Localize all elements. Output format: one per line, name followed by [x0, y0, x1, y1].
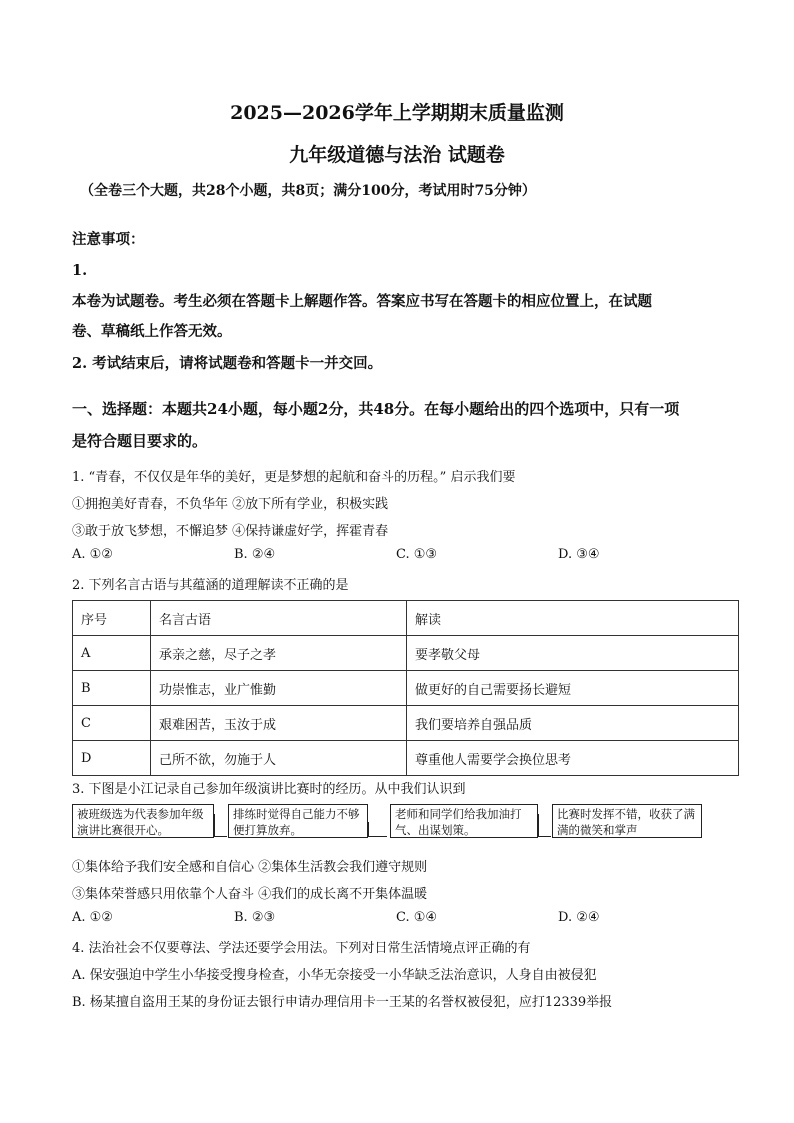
question-4-option-a: A. 保安强迫中学生小华接受搜身检查，小华无奈接受一小华缺乏法治意识，人身自由被侵犯: [72, 968, 597, 983]
flow-step-4: 比赛时发挥不错，收获了满满的微笑和掌声: [552, 804, 702, 838]
notice-item-1-line-2: 卷、草稿纸上作答无效。: [72, 323, 232, 340]
table-cell: 承亲之慈，尽子之孝: [151, 636, 407, 671]
question-3-choice-c: C. ①④: [396, 910, 438, 925]
table-cell: 己所不欲，勿施于人: [151, 741, 407, 776]
table-cell: A: [73, 636, 151, 671]
table-row: [73, 706, 739, 741]
question-4-stem: 4. 法治社会不仅要尊法、学法还要学会用法。下列对日常生活情境点评正确的有: [72, 941, 531, 956]
table-row: [73, 741, 739, 776]
question-2-table: [72, 600, 739, 776]
flow-connector-2: [368, 822, 387, 837]
notice-item-2: 2. 考试结束后，请将试题卷和答题卡一并交回。: [72, 355, 383, 372]
question-3-statements-line-2: ③集体荣誉感只用依靠个人奋斗 ④我们的成长离不开集体温暖: [72, 887, 428, 902]
exam-title: 2025—2026学年上学期期末质量监测: [230, 102, 564, 124]
table-header-cell: 名言古语: [151, 601, 407, 636]
flow-connector-1: [214, 814, 227, 837]
question-3-flow-diagram: [72, 804, 722, 848]
table-cell: 要孝敬父母: [407, 636, 739, 671]
table-cell: 做更好的自己需要扬长避短: [407, 671, 739, 706]
table-header-cell: 解读: [407, 601, 739, 636]
flow-connector-3: [538, 814, 551, 837]
flow-step-3: 老师和同学们给我加油打气、出谋划策。: [390, 804, 538, 838]
table-row: [73, 671, 739, 706]
question-4-option-b: B. 杨某擅自盗用王某的身份证去银行申请办理信用卡一王某的名誉权被侵犯，应打12339举报: [72, 995, 613, 1010]
exam-instructions: （全卷三个大题，共28个小题，共8页；满分100分，考试用时75分钟）: [80, 183, 536, 199]
table-header-row: [73, 601, 739, 636]
table-cell: 功崇惟志，业广惟勤: [151, 671, 407, 706]
question-1-choice-d: D. ③④: [558, 547, 600, 562]
table-header-cell: 序号: [73, 601, 151, 636]
question-3-choice-d: D. ②④: [558, 910, 600, 925]
question-1-choice-b: B. ②④: [234, 547, 276, 562]
notice-item-1-number: 1.: [72, 262, 88, 279]
question-1-choice-a: A. ①②: [72, 547, 113, 562]
question-2-stem: 2. 下列名言古语与其蕴涵的道理解读不正确的是: [72, 578, 349, 593]
question-3-choice-b: B. ②③: [234, 910, 276, 925]
section-heading-line-1: 一、选择题：本题共24小题，每小题2分，共48分。在每小题给出的四个选项中，只有一项: [72, 400, 680, 418]
notice-item-1-line-1: 本卷为试题卷。考生必须在答题卡上解题作答。答案应书写在答题卡的相应位置上，在试题: [72, 293, 652, 310]
table-cell: 尊重他人需要学会换位思考: [407, 741, 739, 776]
question-1-statements-line-2: ③敢于放飞梦想，不懈追梦 ④保持谦虚好学，挥霍青春: [72, 524, 389, 539]
question-1-choice-c: C. ①③: [396, 547, 438, 562]
question-3-choice-a: A. ①②: [72, 910, 113, 925]
table-cell: D: [73, 741, 151, 776]
section-heading-line-2: 是符合题目要求的。: [72, 432, 208, 450]
table-cell: B: [73, 671, 151, 706]
flow-step-1: 被班级选为代表参加年级演讲比赛很开心。: [72, 804, 214, 838]
exam-subject-title: 九年级道德与法治 试题卷: [289, 144, 505, 166]
question-3-statements-line-1: ①集体给予我们安全感和自信心 ②集体生活教会我们遵守规则: [72, 860, 428, 875]
question-1-stem: 1. “青春，不仅仅是年华的美好，更是梦想的起航和奋斗的历程。” 启示我们要: [72, 470, 516, 485]
flow-step-2: 排练时觉得自己能力不够便打算放弃。: [228, 804, 368, 838]
table-cell: C: [73, 706, 151, 741]
table-cell: 艰难困苦，玉汝于成: [151, 706, 407, 741]
table-cell: 我们要培养自强品质: [407, 706, 739, 741]
notice-heading: 注意事项：: [72, 231, 145, 248]
question-1-statements-line-1: ①拥抱美好青春，不负华年 ②放下所有学业，积极实践: [72, 497, 389, 512]
question-3-stem: 3. 下图是小江记录自己参加年级演讲比赛时的经历。从中我们认识到: [72, 782, 466, 797]
table-row: [73, 636, 739, 671]
